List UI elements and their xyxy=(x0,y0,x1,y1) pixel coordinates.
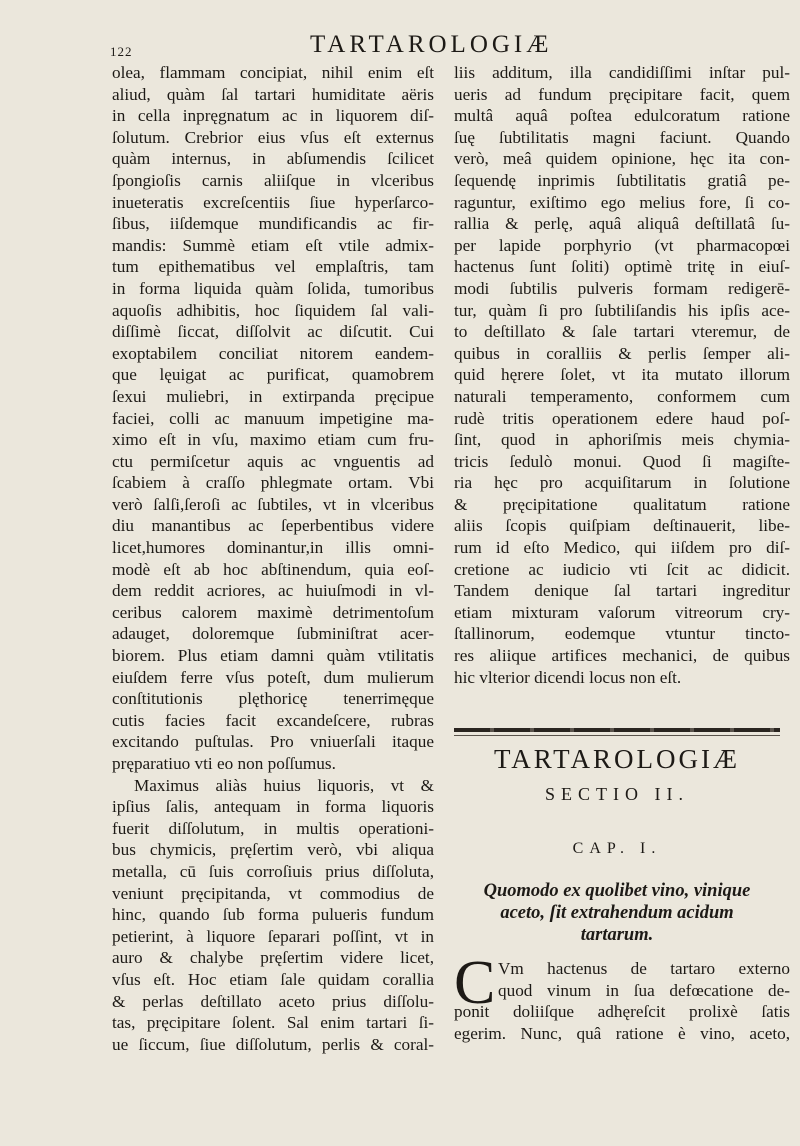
text-line: Tandem denique ſal tartari ingreditur xyxy=(454,581,790,601)
text-line: exoptabilem conciliat nitorem eandem- xyxy=(112,343,434,363)
text-line: hinc, quando ſub forma pulueris fundum xyxy=(112,905,434,925)
text-line: ximo eſt in vſu, maximo etiam cum fru- xyxy=(112,430,434,450)
chapter-body-line: quod vinum in ſua defœcatione de- xyxy=(498,980,790,1000)
text-line: conſtitutionis plęthoricę tenerrimęque xyxy=(112,689,434,709)
text-line: ſequendę inprimis ſubtilitatis gratiâ pe- xyxy=(454,170,790,190)
text-line: res aliique artifices mechanici, de quibus xyxy=(454,646,790,666)
text-line: metalla, cū ſuis corroſiuis prius diſſoluta, xyxy=(112,861,434,881)
text-line: verò, meâ quidem opinione, hęc ita con- xyxy=(454,149,790,169)
text-line: ſint, quod in aphoriſmis meis chymia- xyxy=(454,430,790,450)
text-line: ſexui muliebri, in extirpanda pręcipue xyxy=(112,386,434,406)
text-line: rum id eſto Medico, qui iiſdem pro diſ- xyxy=(454,538,790,558)
text-line: ſpongioſis carnis aliiſque in vlceribus xyxy=(112,170,434,190)
text-line: aquoſis adhibitis, hoc ſiquidem ſal vali- xyxy=(112,300,434,320)
text-line: naturali temperamento, conformem cum xyxy=(454,386,790,406)
text-line: excitando puſtulas. Pro vniuerſali itaque xyxy=(112,732,434,752)
text-line: eiuſdem ferre vſus poteſt, dum mulierum xyxy=(112,667,434,687)
text-line: diſſimè ſiccat, diſſolvit ac diſcutit. Cui xyxy=(112,322,434,342)
text-line: quàm internus, in abſumendis ſcilicet xyxy=(112,149,434,169)
text-line: in cella inpręgnatum ac in liquorem diſ- xyxy=(112,106,434,126)
chapter-body-line: ponit doliiſque adhęreſcit prolixè ſatis xyxy=(454,1002,790,1022)
text-line: quibus in coralliis & perlis ſemper ali- xyxy=(454,343,790,363)
text-line: que lęuigat ac purificat, quamobrem xyxy=(112,365,434,385)
section-number: SECTIO II. xyxy=(545,784,689,804)
text-line: biorem. Plus etiam damni quàm vtilitatis xyxy=(112,646,434,666)
text-line: tur, quàm ſi pro ſubtiliſandis his ipſis ace- xyxy=(454,300,790,320)
text-line: rudè tritis operationem edere haud poſ- xyxy=(454,408,790,428)
section-ornament-rule xyxy=(454,728,780,732)
text-line: & pręcipitatione qualitatum ratione xyxy=(454,494,790,514)
text-line: ue ſiccum, ſiue diſſolutum, perlis & coral- xyxy=(112,1034,434,1054)
drop-capital: C xyxy=(454,949,496,1017)
chapter-body-line: Vm hactenus de tartaro externo xyxy=(498,959,790,978)
text-line: diu manantibus ac ſeperbentibus videre xyxy=(112,516,434,536)
text-line: ceribus calorem maximè detrimentoſum xyxy=(112,602,434,622)
text-line: veniunt pręcipitanda, vt commodius de xyxy=(112,883,434,903)
text-line: quid hęrere ſolet, vt ita mutato illorum xyxy=(454,365,790,385)
text-line: verò ſalſi,ſeroſi ac ſubtiles, vt in vlceribus xyxy=(112,494,434,514)
text-line: per lapide porphyrio (vt pharmacopœi xyxy=(454,235,790,255)
chapter-heading-line: Quomodo ex quolibet vino, vinique xyxy=(483,881,751,901)
text-line: dem reddit acriores, ac huiuſmodi in vl- xyxy=(112,581,434,601)
section-divider xyxy=(454,735,780,736)
text-line: cutis facies facit excandeſcere, rubras xyxy=(112,710,434,730)
text-line: hic vlterior dicendi locus non eſt. xyxy=(454,667,682,687)
text-line: ſolutum. Crebrior eius vſus eſt externus xyxy=(112,127,434,147)
right-text-column xyxy=(454,62,790,688)
text-line: to deſtillato & ſale tartari vteremur, de xyxy=(454,322,790,342)
text-line: auro & chalybe pręſertim videre licet, xyxy=(112,948,434,968)
text-line: tas, pręcipitare ſolent. Sal enim tartari ſi- xyxy=(112,1013,434,1033)
text-line: tricis ſedulò monui. Quod ſi magiſte- xyxy=(454,451,790,471)
text-line: petierint, à liquore ſeparari poſſint, vt in xyxy=(112,926,434,946)
chapter-body-line: egerim. Nunc, quâ ratione è vino, aceto, xyxy=(454,1023,790,1043)
chapter-heading-line: aceto, ſit extrahendum acidum xyxy=(500,903,734,923)
text-line: olea, flammam concipiat, nihil enim eſt xyxy=(112,63,434,82)
text-line: ipſius ſalis, antequam in forma liquoris xyxy=(112,797,434,817)
chapter-body xyxy=(454,958,790,1044)
text-line: aliud, quàm ſal tartari humiditate aëris xyxy=(112,84,434,104)
text-line: in forma liquida quàm ſolida, tumoribus xyxy=(112,278,434,298)
chapter-heading-line: tartarum. xyxy=(580,925,654,945)
page-number: 122 xyxy=(110,44,133,59)
text-line: rallia & perlę, aquâ aliquâ deſtillatâ ſu- xyxy=(454,214,790,234)
text-line: liis additum, illa candidiſſimi inſtar pul- xyxy=(454,63,790,82)
text-line: modè eſt ab hoc abſtinendum, quia eoſ- xyxy=(112,559,434,579)
chapter-heading xyxy=(454,880,780,946)
text-line: ueris ad fundum pręcipitare facit, quem xyxy=(454,84,790,104)
text-line: fuerit diſſolutum, in multis operationi- xyxy=(112,818,434,838)
chapter-number: CAP. I. xyxy=(572,840,662,857)
section-title: TARTAROLOGIÆ xyxy=(493,744,741,774)
text-line: etiam mixturam vaſorum vitreorum cry- xyxy=(454,602,790,622)
text-line: ſtallinorum, eodemque vtuntur tincto- xyxy=(454,624,790,644)
text-line: faciei, colli ac manuum impetigine ma- xyxy=(112,408,434,428)
running-head: TARTAROLOGIÆ xyxy=(310,31,553,58)
text-line: vſus eſt. Hoc etiam ſale quidam corallia xyxy=(112,969,434,989)
text-line: ſibus, iiſdemque mundificandis ac fir- xyxy=(112,214,434,234)
text-line: pręparatiuo vti eo non poſſumus. xyxy=(112,754,336,773)
text-line: adauget, doloremque ſubminiſtrat acer- xyxy=(112,624,434,644)
text-line: Maximus aliàs huius liquoris, vt & xyxy=(134,775,434,795)
text-line: inueteratis excreſcentiis ſiue hyperſarco- xyxy=(112,192,434,212)
left-text-column xyxy=(112,62,434,1055)
text-line: tum epithematibus vel emplaſtris, tam xyxy=(112,257,434,277)
text-line: aliis ſcopis quiſpiam deſtinauerit, libe- xyxy=(454,516,790,536)
text-line: mandis: Summè etiam eſt vtile admix- xyxy=(112,235,434,255)
text-line: ria hęc pro acquiſitarum in ſolutione xyxy=(454,473,790,493)
text-line: cretione ac iudicio vti ſcit ac didicit. xyxy=(454,559,790,579)
text-line: raguntur, exiſtimo ego melius fore, ſi co- xyxy=(454,192,790,212)
text-line: bus chymicis, pręſertim verò, vbi aliqua xyxy=(112,840,434,860)
text-line: ſuę ſubtilitatis magni faciunt. Quando xyxy=(454,127,790,147)
text-line: multâ aquâ poſtea edulcoratum ratione xyxy=(454,106,790,126)
text-line: ctu permiſcetur aquis ac vnguentis ad xyxy=(112,451,434,471)
text-line: ſcabiem à craſſo phlegmate ortam. Vbi xyxy=(112,473,434,493)
text-line: & perlas deſtillato aceto prius diſſolu- xyxy=(112,991,434,1011)
text-line: modi ſubtilis pulveris formam redigerē- xyxy=(454,278,790,298)
text-line: licet,humores dominantur,in illis omni- xyxy=(112,538,434,558)
text-line: hactenus ſunt ſoliti) optimè tritę in eiuſ- xyxy=(454,257,790,277)
